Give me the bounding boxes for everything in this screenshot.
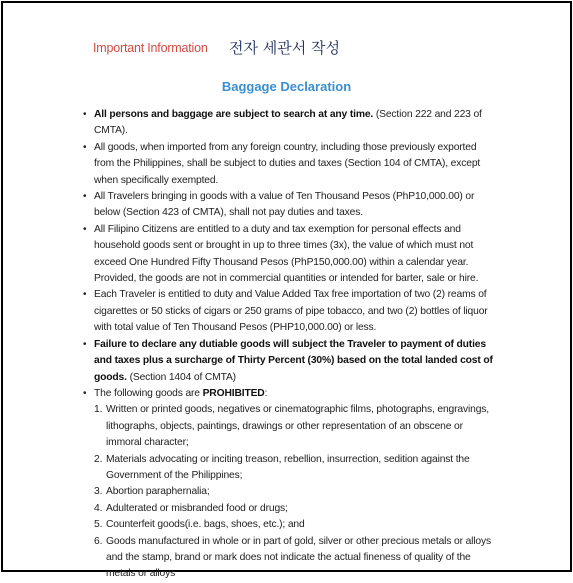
prohibited-entry [94, 534, 494, 583]
entry-number: 5. [94, 519, 103, 531]
item-text: (Section 222 and 223 of CMTA). [94, 109, 482, 137]
list-item [83, 189, 494, 222]
important-information-label: Important Information [93, 41, 208, 55]
item-text: All goods, when imported from any foreign country, including those previously exported from the Philippines, shall be subject to duties and taxes (Section 104 of CMTA), except when specifically exempted. [94, 141, 481, 186]
prohibited-entry [94, 517, 494, 533]
prohibited-label: PROHIBITED [202, 387, 265, 399]
content-frame [1, 1, 572, 580]
entry-text: Goods manufactured in whole or in part of gold, silver or other precious metals or alloys and the stamp, brand or mark does not indicate the actual fineness of quality of the metals or alloys [106, 535, 491, 580]
prohibited-colon: : [264, 387, 268, 399]
item-text: All Filipino Citizens are entitled to a duty and tax exemption for personal effects and household goods sent or brought in up to three times (3x), the value of which must not exceed One Hundred Fifty Thousand Pesos (PhP150,000.00) within a calendar year. Provided, the goods are not in commercial quantities or intended for barter, sale or hire. [94, 223, 479, 285]
entry-text: Written or printed goods, negatives or cinematographic films, photographs, engravings, lithographs, objects, paintings, drawings or other representation of an obscene or immoral character; [106, 404, 489, 449]
bullet-icon: • [83, 141, 87, 153]
bullet-icon: • [83, 191, 87, 203]
bullet-icon: • [83, 338, 87, 350]
prohibited-entry [94, 501, 494, 517]
item-text: (Section 1404 of CMTA) [126, 371, 236, 383]
baggage-info-panel [3, 3, 570, 580]
section-title: Baggage Declaration [221, 79, 352, 94]
entry-text: Abortion paraphernalia; [106, 486, 210, 498]
korean-title-label: 전자 세관서 작성 [229, 39, 340, 57]
prohibited-entry [94, 452, 494, 485]
list-item [83, 337, 494, 386]
bullet-icon: • [83, 387, 87, 399]
list-item [83, 222, 494, 288]
entry-text: Materials advocating or inciting treason, rebellion, insurrection, sedition against the Government of the Philippines; [106, 453, 470, 481]
entry-number: 1. [94, 404, 103, 416]
entry-number: 2. [94, 453, 103, 465]
entry-number: 4. [94, 502, 103, 514]
item-bold-text: Failure to declare any dutiable goods will subject the Traveler to payment of duties and taxes plus a surcharge of Thirty Percent (30%) based on the total landed cost of goods. [94, 338, 493, 383]
entry-number: 6. [94, 535, 103, 547]
prohibited-entry [94, 402, 494, 451]
prohibited-intro: The following goods are [94, 387, 203, 399]
entry-text: Counterfeit goods(i.e. bags, shoes, etc.); and [106, 519, 305, 531]
entry-text: Adulterated or misbranded food or drugs; [106, 502, 288, 514]
item-bold-text: All persons and baggage are subject to search at any time. [94, 109, 374, 120]
item-text: All Travelers bringing in goods with a value of Ten Thousand Pesos (PhP10,000.00) or below (Section 423 of CMTA), shall not pay duties and taxes. [94, 191, 475, 219]
bullet-icon: • [83, 109, 87, 120]
list-item [83, 140, 494, 189]
declaration-list [83, 107, 494, 583]
list-item [83, 107, 494, 140]
item-text: Each Traveler is entitled to duty and Value Added Tax free importation of two (2) reams of cigarettes or 50 sticks of cigars or 250 grams of pipe tobacco, and two (2) bottles of liquor with total value of Ten Thousand Pesos (PHP10,000.00) or less. [94, 289, 488, 334]
bullet-icon: • [83, 289, 87, 301]
prohibited-list-item [83, 386, 494, 402]
bullet-icon: • [83, 223, 87, 235]
prohibited-entry [94, 484, 494, 500]
list-item [83, 287, 494, 336]
entry-number: 3. [94, 486, 103, 498]
